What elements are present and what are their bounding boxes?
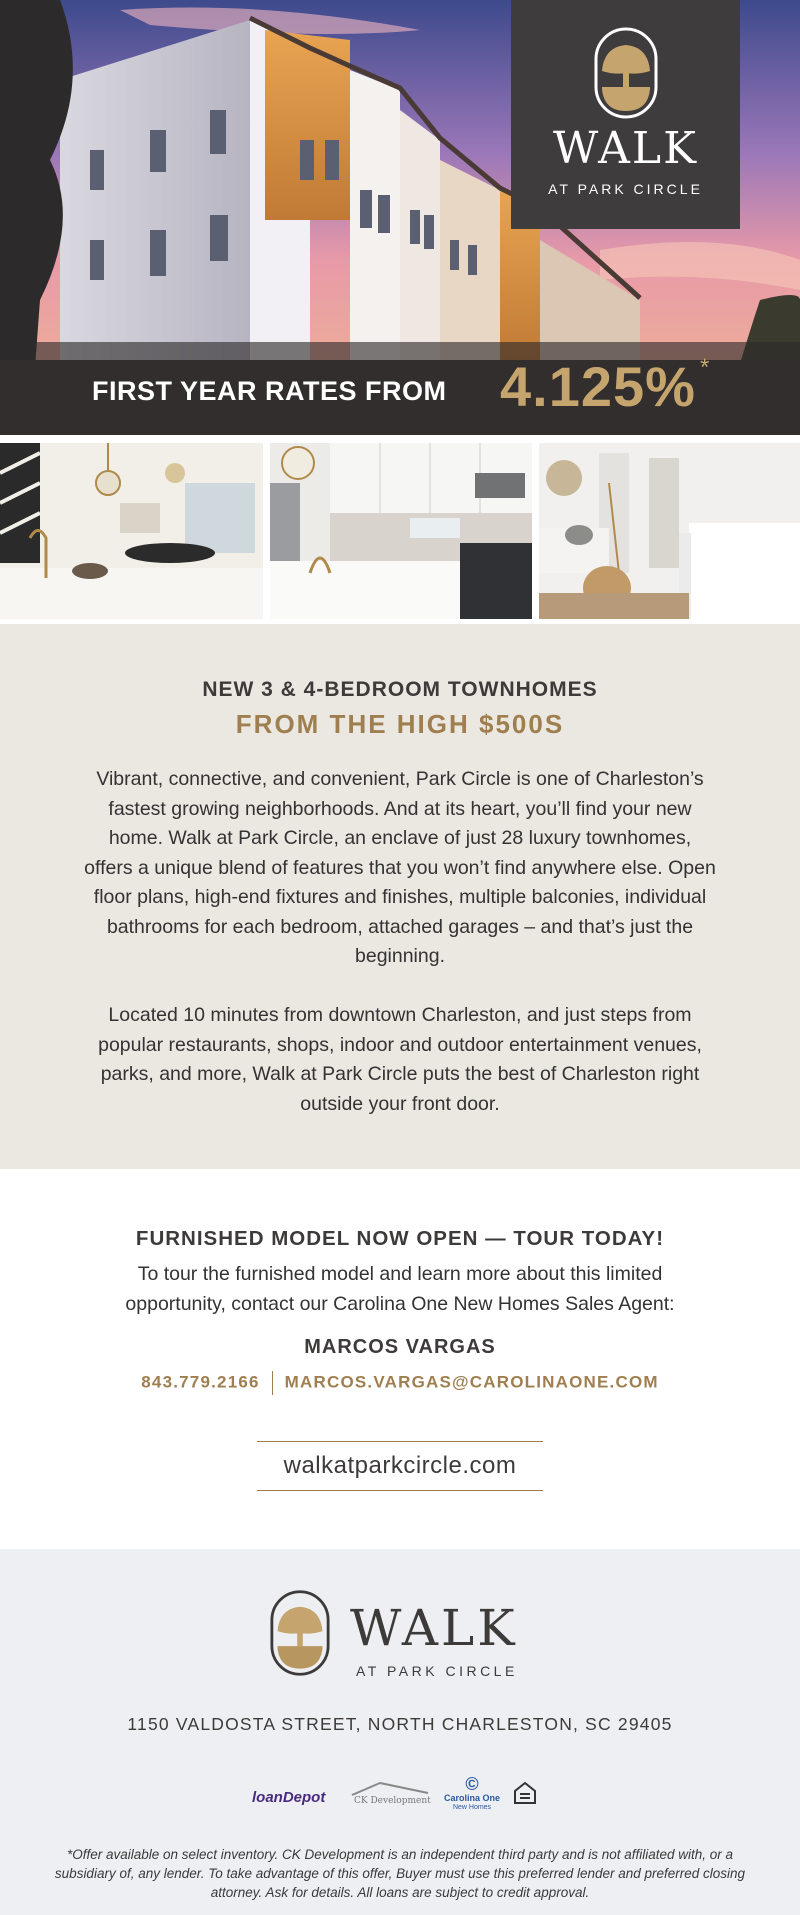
interior-photo-strip	[0, 443, 800, 619]
intro-heading: NEW 3 & 4-BEDROOM TOWNHOMES	[202, 678, 598, 701]
intro-paragraph: Vibrant, connective, and convenient, Park Circle is one of Charleston’s fastest growing neighborhoods. And at its heart, you’ll find your new home. Walk at Park Circle, an enclave of just 28 luxury townhomes, offers a unique blend of features that you won’t find anywhere else. Open floor plans, high-end fixtures and finishes, multiple balconies, individual bathrooms for each bedroom, attached garages – and that’s just the beginning.	[84, 768, 716, 967]
tour-heading: FURNISHED MODEL NOW OPEN — TOUR TODAY!	[135, 1227, 665, 1250]
partner-logos	[250, 1775, 550, 1815]
footer-brand-wordmark: WALK	[350, 1599, 518, 1657]
contact-separator	[272, 1371, 273, 1395]
intro-price-subheading: FROM THE HIGH $500S	[235, 709, 565, 739]
rate-value: 4.125%	[500, 355, 696, 418]
brand-logo	[511, 0, 740, 229]
disclaimer: *Offer available on select inventory. CK Development is an independent third party and is not affiliated with, or a subsidiary of, any lender. To take advantage of this offer, Buyer must use this preferred lender and preferred closing attorney. Ask for details. All loans are subject to credit approval.	[54, 1847, 746, 1900]
rate-footnote-mark: *	[700, 354, 710, 381]
kitchen-photo	[270, 443, 532, 619]
contact-details	[0, 1371, 800, 1395]
carolina-one-label: Carolina One	[444, 1793, 501, 1803]
hero-banner	[0, 0, 800, 435]
kitchen-dining-photo	[0, 443, 263, 619]
email-link[interactable]: MARCOS.VARGAS@CAROLINAONE.COM	[284, 1372, 659, 1392]
carolina-one-logo	[444, 1775, 500, 1813]
tour-paragraph: To tour the furnished model and learn more about this limited opportunity, contact our Carolina One New Homes Sales Agent:	[125, 1263, 675, 1315]
intro-section	[0, 624, 800, 1169]
living-room-photo	[539, 443, 800, 619]
carolina-one-c-icon: ©	[465, 1774, 479, 1794]
brand-subtitle: AT PARK CIRCLE	[548, 181, 703, 197]
loandepot-logo: loanDepot	[252, 1789, 326, 1806]
footer-brand-subtitle: AT PARK CIRCLE	[356, 1663, 518, 1679]
rate-banner	[0, 342, 800, 435]
contact-section	[0, 1169, 800, 1549]
phone-link[interactable]: 843.779.2166	[141, 1372, 260, 1392]
ck-development-label: CK Development	[354, 1796, 431, 1806]
carolina-one-sub: New Homes	[452, 1804, 492, 1811]
footer	[0, 1549, 800, 1915]
ck-development-logo	[350, 1781, 430, 1808]
location-paragraph: Located 10 minutes from downtown Charleston, and just steps from popular restaurants, shops, indoor and outdoor entertainment venues, parks, and more, Walk at Park Circle puts the best of Charleston right outside your front door.	[98, 1004, 702, 1115]
footer-tree-emblem-icon	[270, 1585, 330, 1681]
brand-wordmark: WALK	[553, 123, 698, 174]
website-link[interactable]: walkatparkcircle.com	[257, 1441, 543, 1491]
address: 1150 VALDOSTA STREET, NORTH CHARLESTON, SC 29405	[127, 1714, 673, 1734]
equal-housing-icon	[513, 1781, 537, 1805]
rate-label: FIRST YEAR RATES FROM	[92, 376, 447, 406]
agent-name: MARCOS VARGAS	[304, 1336, 496, 1358]
tree-emblem-icon	[594, 27, 658, 119]
